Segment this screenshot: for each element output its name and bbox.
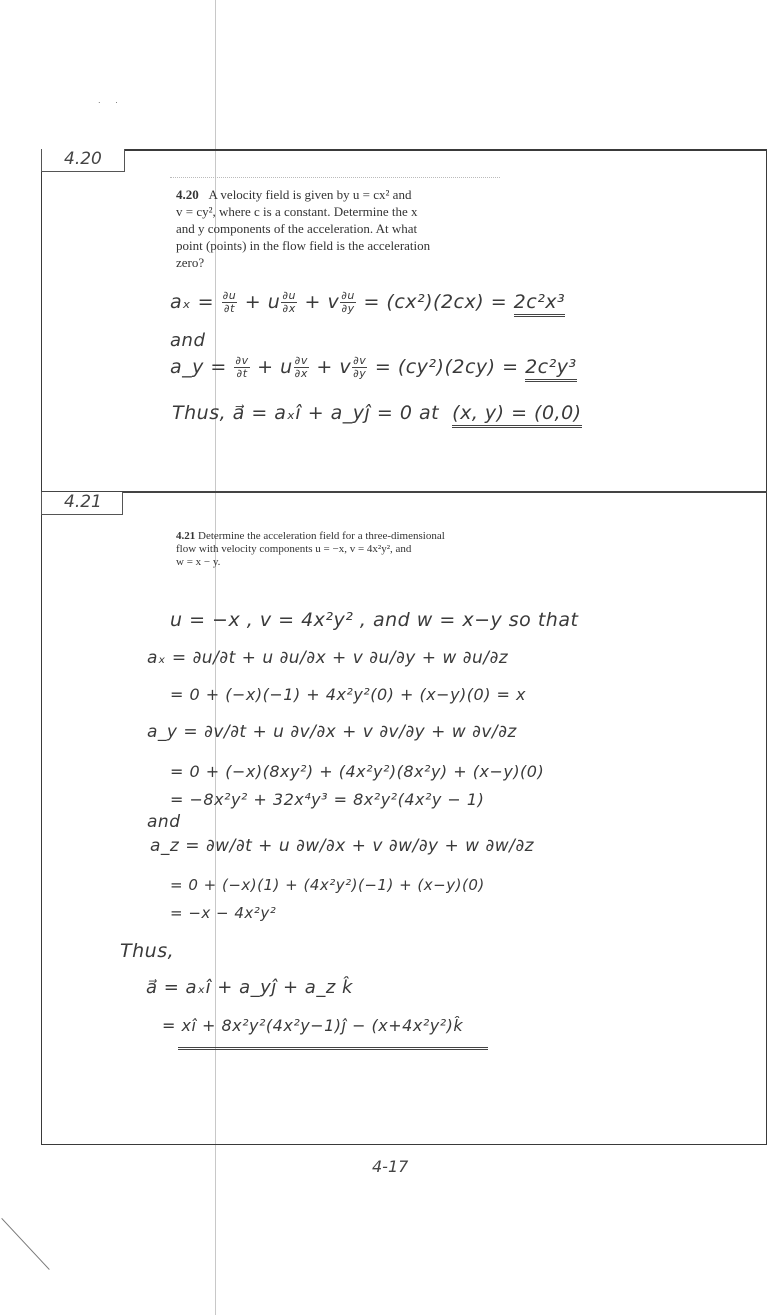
statement-line: 4.21 Determine the acceleration field for a three-dimensional [176,530,445,542]
ax-equation-4-20: aₓ = $\frac{\partial u}{\partial t}$ + u $\frac{\partial u}{\partial x}$ + v $\frac{\partial u}{\partial y}$ = (cx²)(2cx) = 2c²x³ [170,289,566,315]
acceleration-vector-result: = xî + 8x²y²(4x²y−1)ĵ − (x+4x²y²)k̂ [162,1016,464,1035]
problem-number: 4.21 [176,530,196,542]
az-evaluation-2: = −x − 4x²y² [170,904,277,922]
statement-line: 4.20 A velocity field is given by u = cx² and [176,187,412,202]
statement-line: zero? [176,255,205,270]
page-number: 4-17 [372,1157,409,1176]
fraction: $\frac{\partial u}{\partial t}$ [222,289,237,315]
and-label: and [170,330,206,351]
problem-statement-4-20 [176,186,506,271]
ay-result: 2c²y³ [525,356,577,382]
ay-equation-4-20: a_y = $\frac{\partial v}{\partial t}$ + u $\frac{\partial v}{\partial x}$ + v $\frac{\partial v}{\partial y}$ = (cy²)(2cy) = 2c²y³ [170,354,577,380]
thus-label: Thus, [120,940,175,962]
ay-evaluation-1: = 0 + (−x)(8xy²) + (4x²y²)(8x²y) + (x−y)(0) [170,762,545,781]
given-velocity: u = −x , v = 4x²y² , and w = x−y so that [170,609,579,631]
acceleration-vector-definition: a⃗ = aₓî + a_yĵ + a_z k̂ [146,977,353,998]
problem-tab-4-21 [41,492,123,515]
ay-definition-4-21: a_y = ∂v/∂t + u ∂v/∂x + v ∂v/∂y + w ∂v/∂z [147,722,517,742]
statement-line: v = cy², where c is a constant. Determine the x [176,204,418,219]
statement-line: point (points) in the flow field is the acceleration [176,238,431,253]
ax-definition-4-21: aₓ = ∂u/∂t + u ∂u/∂x + v ∂u/∂y + w ∂u/∂z [147,648,509,668]
az-evaluation-1: = 0 + (−x)(1) + (4x²y²)(−1) + (x−y)(0) [170,876,485,894]
problem-tab-4-20 [41,149,125,172]
problem-tab-label: 4.21 [64,492,102,512]
problem-statement-4-21 [176,530,521,569]
result-double-underline [178,1047,488,1050]
problem-tab-label: 4.20 [64,149,102,169]
statement-line: and y components of the acceleration. At what [176,221,418,236]
and-label: and [147,812,181,832]
ax-result: 2c²x³ [514,291,566,317]
scan-artifact-stroke [1,1218,49,1270]
az-definition-4-21: a_z = ∂w/∂t + u ∂w/∂x + v ∂w/∂y + w ∂w/∂z [150,836,535,856]
statement-line: w = x − y. [176,556,221,568]
section-divider [41,491,767,493]
ax-evaluation-4-21: = 0 + (−x)(−1) + 4x²y²(0) + (x−y)(0) = x [170,685,526,704]
conclusion-4-20: Thus, a⃗ = aₓî + a_yĵ = 0 at (x, y) = (0,0) [172,402,582,424]
header-rule [170,177,500,178]
scan-marks: . . [98,96,124,105]
conclusion-result: (x, y) = (0,0) [452,402,581,428]
ay-evaluation-2: = −8x²y² + 32x⁴y³ = 8x²y²(4x²y − 1) [170,790,485,809]
statement-line: flow with velocity components u = −x, v = 4x²y², and [176,543,412,555]
problem-number: 4.20 [176,187,199,202]
